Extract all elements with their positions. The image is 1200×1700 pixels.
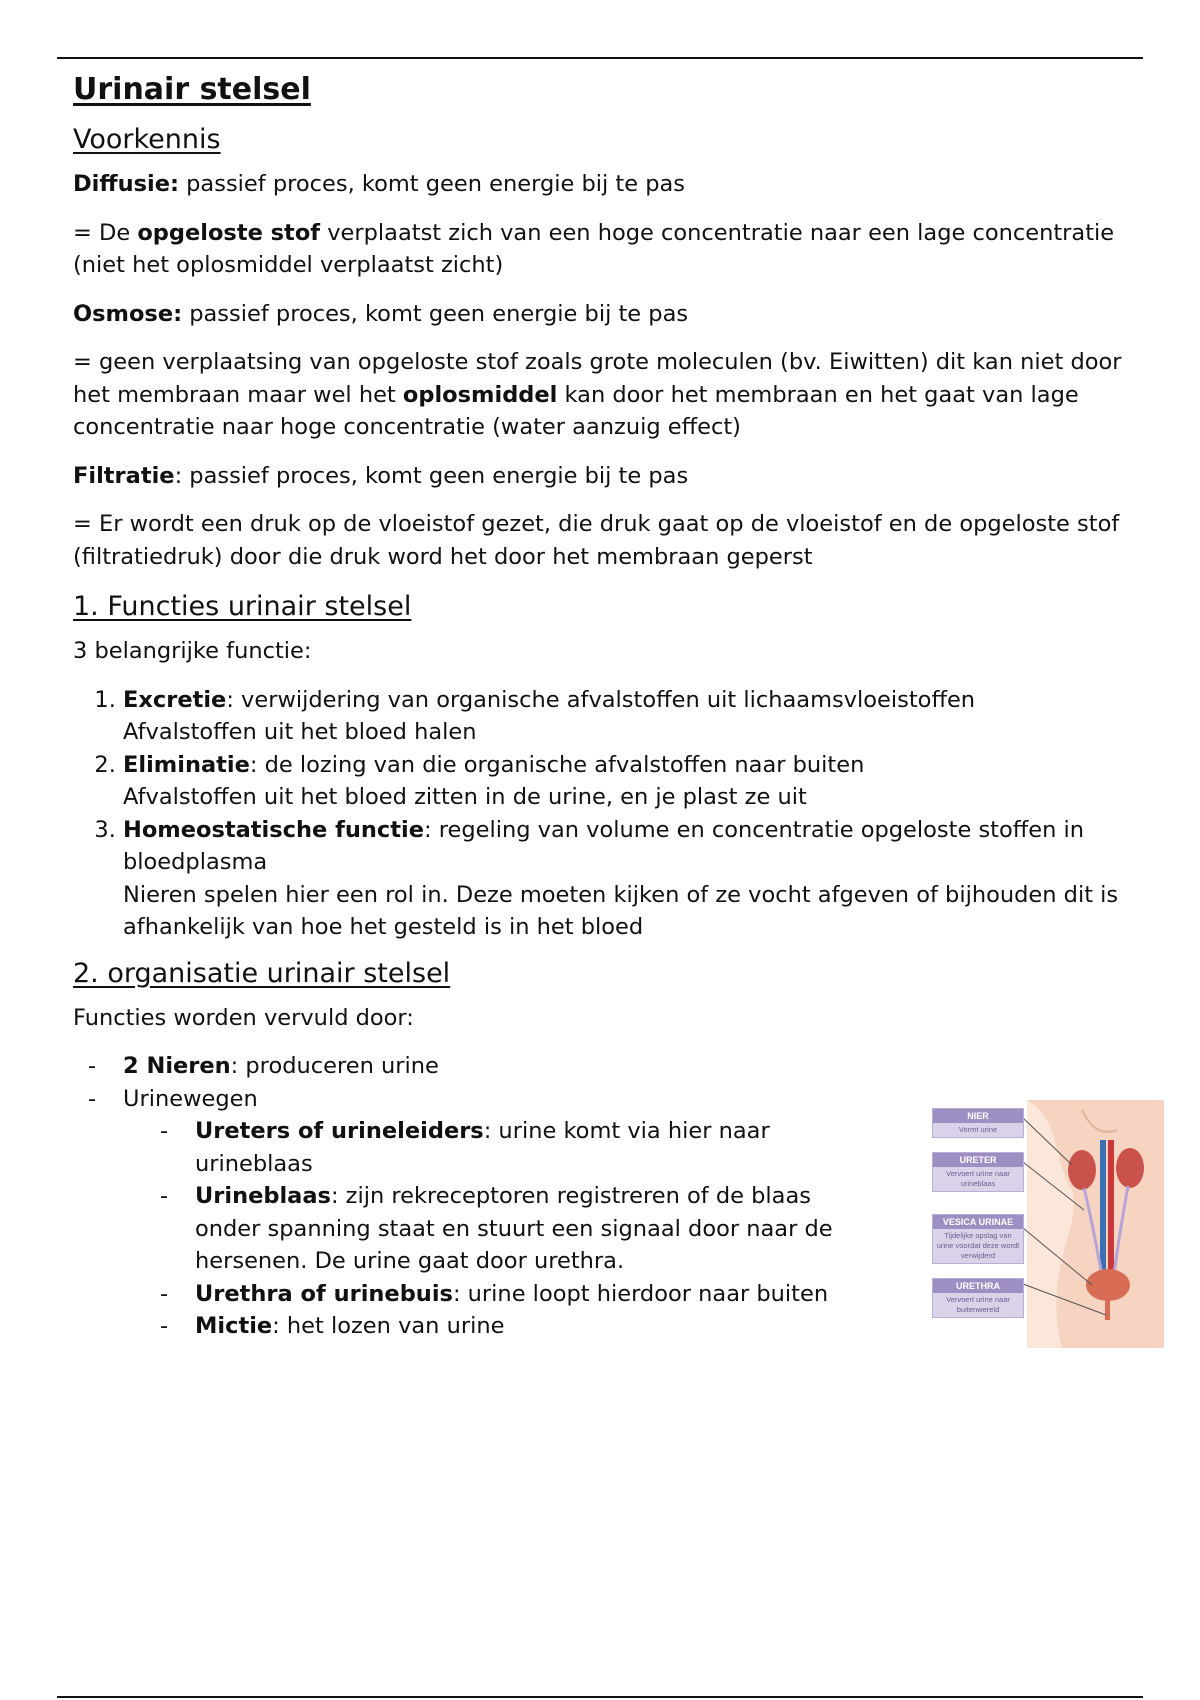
bottom-rule [57, 1696, 1143, 1698]
filtratie-line: Filtratie: passief proces, komt geen energie bij te pas [73, 462, 689, 489]
list-item: - Mictie: het lozen van urine [145, 1310, 845, 1343]
functies-list [73, 684, 1143, 944]
diffusie-definition: = De opgeloste stof verplaatst zich van een hoge concentratie naar een lage concentratie (niet het oplosmiddel verplaatst zicht) [73, 219, 1115, 278]
label-vesica-urinae: VESICA URINAE Tijdelijke opslag van urine voordat deze wordt verwijderd [932, 1214, 1024, 1264]
label-ureter: URETER Vervoert urine naar urineblaas [932, 1152, 1024, 1192]
section-heading-functies: 1. Functies urinair stelsel [73, 591, 412, 622]
list-item: 2. Eliminatie: de lozing van die organische afvalstoffen naar buiten Afvalstoffen uit het bloed zitten in de urine, en je plast ze uit [123, 749, 1143, 814]
diffusie-line: Diffusie: passief proces, komt geen energie bij te pas [73, 171, 686, 197]
list-item: - Urethra of urinebuis: urine loopt hierdoor naar buiten [145, 1278, 845, 1311]
list-item: - Ureters of urineleiders: urine komt via hier naar urineblaas [145, 1115, 845, 1180]
list-item: - Urinewegen - Ureters of urineleiders: urine komt via hier naar urineblaas - Urineblaas: zijn rekreceptoren registreren of de blaas onder spanning staat en stuurt een signaal door naar de hersenen. De urine gaat door urethra. - Urethra of urinebuis: urine loopt hierdoor naar buiten - Mictie: het lozen van urine [73, 1083, 1143, 1343]
osmose-term: Osmose: [73, 300, 183, 327]
organisatie-intro: Functies worden vervuld door: [73, 1004, 414, 1031]
urinary-system-figure [932, 1100, 1164, 1348]
filtratie-term: Filtratie [73, 462, 175, 489]
urinewegen-sublist [145, 1115, 845, 1343]
list-item: - 2 Nieren: produceren urine [73, 1050, 1143, 1083]
functies-intro: 3 belangrijke functie: [73, 638, 312, 664]
section-heading-voorkennis: Voorkennis [73, 124, 221, 155]
page-title: Urinair stelsel [73, 72, 311, 107]
top-rule [57, 57, 1143, 59]
diffusie-term: Diffusie: [73, 171, 179, 197]
filtratie-definition: = Er wordt een druk op de vloeistof gezet, die druk gaat op de vloeistof en de opgeloste stof (filtratiedruk) door die druk word het door het membraan geperst [73, 511, 1120, 570]
section-heading-organisatie: 2. organisatie urinair stelsel [73, 957, 451, 989]
osmose-definition: = geen verplaatsing van opgeloste stof zoals grote moleculen (bv. Eiwitten) dit kan niet door het membraan maar wel het oplosmiddel kan door het membraan en het gaat van lage concentratie naar hoge concentratie (water aanzuig effect) [73, 349, 1122, 440]
list-item: 1. Excretie: verwijdering van organische afvalstoffen uit lichaamsvloeistoffen Afvalstoffen uit het bloed halen [123, 684, 1143, 749]
label-nier: NIER Vormt urine [932, 1108, 1024, 1138]
label-urethra: URETHRA Vervoert urine naar buitenwereld [932, 1278, 1024, 1318]
list-item: 3. Homeostatische functie: regeling van volume en concentratie opgeloste stoffen in bloedplasma Nieren spelen hier een rol in. Deze moeten kijken of ze vocht afgeven of bijhouden dit is afhankelijk van hoe het gesteld is in het bloed [123, 814, 1143, 944]
list-item: - Urineblaas: zijn rekreceptoren registreren of de blaas onder spanning staat en stuurt een signaal door naar de hersenen. De urine gaat door urethra. [145, 1180, 845, 1278]
osmose-line: Osmose: passief proces, komt geen energie bij te pas [73, 300, 689, 327]
